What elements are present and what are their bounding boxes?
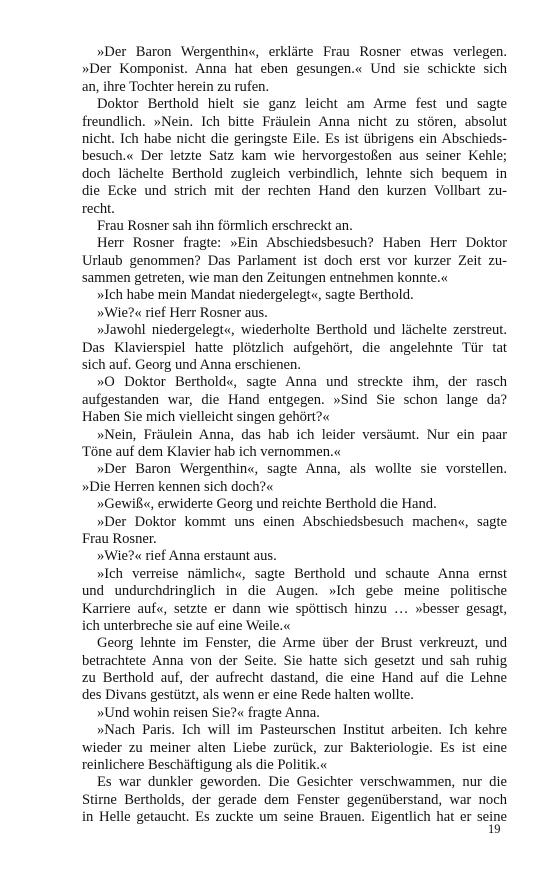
text-line: Es war dunkler geworden. Die Gesichter verschwammen, nur die	[97, 774, 507, 791]
text-line: Karriere auf«, setzte er dann wie spöttisch hinzu … »besser gesagt,	[82, 600, 507, 617]
text-line: Stirne Bertholds, der gerade dem Fenster gegenüberstand, war noch	[82, 791, 507, 808]
paragraph	[82, 218, 507, 235]
paragraph	[82, 427, 507, 462]
paragraph	[82, 322, 507, 374]
text-line: »Die Herren kennen sich doch?«	[82, 478, 274, 495]
text-line: doch lächelte Berthold zugleich verbindlich, lehnte sich bequem in	[82, 165, 507, 182]
text-line: »Gewiß«, erwiderte Georg und reichte Berthold die Hand.	[97, 496, 437, 513]
text-line: »Wie?« rief Herr Rosner aus.	[97, 304, 268, 321]
text-line: »Der Komponist. Anna hat eben gesungen.« Und sie schickte sich	[82, 61, 507, 78]
paragraph	[82, 548, 507, 565]
paragraph	[82, 44, 507, 96]
paragraph	[82, 514, 507, 549]
paragraph	[82, 374, 507, 426]
text-line: sammen getreten, wie man den Zeitungen entnehmen konnte.«	[82, 270, 448, 287]
text-line: »Der Baron Wergenthin«, sagte Anna, als wollte sie vorstellen.	[97, 461, 507, 478]
text-line: nicht. Ich habe nicht die geringste Eile. Es ist übrigens ein Abschieds-	[82, 130, 507, 147]
text-line: in Helle getaucht. Es zuckte um seine Brauen. Eigentlich hat er seine	[82, 809, 507, 826]
paragraph	[82, 496, 507, 513]
text-line: an, ihre Tochter herein zu rufen.	[82, 78, 270, 95]
text-line: »Und wohin reisen Sie?« fragte Anna.	[97, 704, 320, 721]
text-line: Frau Rosner sah ihn förmlich erschreckt an.	[97, 217, 353, 234]
page-number: 19	[488, 822, 501, 836]
text-line: »O Doktor Berthold«, sagte Anna und streckte ihm, der rasch	[97, 374, 507, 391]
text-line: »Der Doktor kommt uns einen Abschiedsbesuch machen«, sagte	[97, 513, 507, 530]
text-line: »Ich verreise nämlich«, sagte Berthold und schaute Anna ernst	[97, 565, 507, 582]
text-line: Frau Rosner.	[82, 530, 157, 547]
paragraph	[82, 287, 507, 304]
paragraph	[82, 635, 507, 705]
paragraph	[82, 566, 507, 636]
text-line: des Divans gestützt, als wenn er eine Rede halten wollte.	[82, 687, 414, 704]
paragraph	[82, 774, 507, 826]
text-line: freundlich. »Nein. Ich bitte Fräulein Anna nicht zu stören, absolut	[82, 113, 507, 130]
text-line: Georg lehnte im Fenster, die Arme über der Brust verkreuzt, und	[97, 635, 507, 652]
text-line: »Nein, Fräulein Anna, das hab ich leider versäumt. Nur ein paar	[97, 426, 507, 443]
text-line: die Ecke und strich mit der rechten Hand den kurzen Vollbart zu-	[82, 183, 507, 200]
text-line: wieder zu meiner alten Liebe zurück, zur Bakteriologie. Es ist eine	[82, 739, 507, 756]
text-line: besuch.« Der letzte Satz kam wie hervorgestoßen aus seiner Kehle;	[82, 148, 507, 165]
text-line: Urlaub genommen? Das Parlament ist doch erst vor kurzer Zeit zu-	[82, 252, 507, 269]
paragraph	[82, 461, 507, 496]
text-line: Töne auf dem Klavier hab ich vernommen.«	[82, 443, 341, 460]
paragraph	[82, 705, 507, 722]
text-line: recht.	[82, 200, 115, 217]
text-line: Haben Sie mich vielleicht singen gehört?«	[82, 409, 330, 426]
text-line: »Nach Paris. Ich will im Pasteurschen Institut arbeiten. Ich kehre	[97, 722, 507, 739]
text-line: »Jawohl niedergelegt«, wiederholte Berthold und lächelte zerstreut.	[97, 322, 507, 339]
text-line: Das Klavierspiel hatte plötzlich aufgehört, die angelehnte Tür tat	[82, 339, 507, 356]
page-text	[82, 44, 507, 827]
text-line: sich auf. Georg und Anna erschienen.	[82, 357, 301, 374]
text-line: betrachtete Anna von der Seite. Sie hatte sich gesetzt und sah ruhig	[82, 652, 507, 669]
text-line: zu Berthold auf, der aufrecht dastand, die eine Hand auf die Lehne	[82, 670, 507, 687]
text-line: Doktor Berthold hielt sie ganz leicht am Arme fest und sagte	[97, 96, 507, 113]
text-line: »Wie?« rief Anna erstaunt aus.	[97, 548, 277, 565]
text-line: »Ich habe mein Mandat niedergelegt«, sagte Berthold.	[97, 287, 414, 304]
text-line: »Der Baron Wergenthin«, erklärte Frau Rosner etwas verlegen.	[97, 44, 507, 60]
paragraph	[82, 96, 507, 218]
paragraph	[82, 722, 507, 774]
text-line: reinlichere Beschäftigung als die Politik.«	[82, 757, 328, 774]
text-line: ich unterbreche sie auf eine Weile.«	[82, 617, 291, 634]
text-line: Herr Rosner fragte: »Ein Abschiedsbesuch? Haben Herr Doktor	[97, 235, 507, 252]
paragraph	[82, 305, 507, 322]
text-line: aufgestanden war, die Hand entgegen. »Sind Sie schon lange da?	[82, 391, 507, 408]
text-line: und undurchdringlich in die Augen. »Ich gebe meine politische	[82, 583, 507, 600]
paragraph	[82, 235, 507, 287]
